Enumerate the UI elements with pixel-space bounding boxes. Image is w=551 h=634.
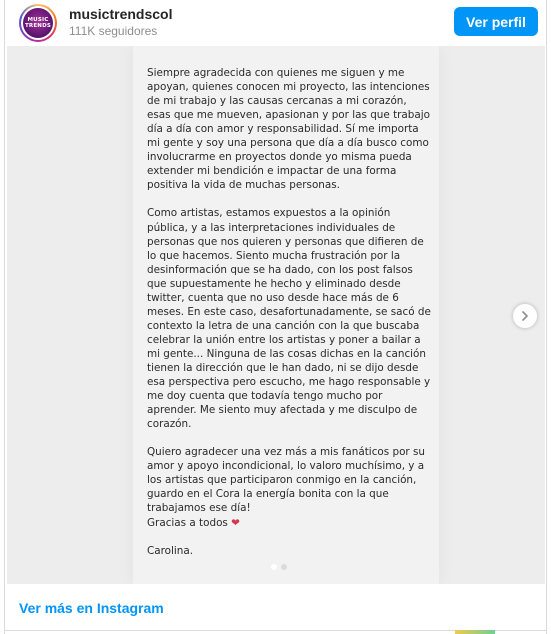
decorative-strip: [455, 630, 495, 634]
post-image[interactable]: [7, 46, 545, 584]
post-header: [5, 0, 546, 46]
post-footer: [5, 584, 546, 634]
statement-note: [133, 46, 439, 584]
avatar[interactable]: [19, 4, 57, 42]
carousel-indicator: [271, 564, 287, 570]
avatar-logo-text: MUSIC TRENDS: [24, 17, 52, 29]
follower-count: 111K seguidores: [69, 24, 158, 38]
avatar-logo: [23, 8, 53, 38]
carousel-dot: [281, 564, 287, 570]
statement-paragraph-3: Quiero agradecer una vez más a mis fanáticos por su amor y apoyo incondicional, lo valoro muchísimo, y a los artistas que participaron conmigo en la canción, guardo en el Cora la energía bonita con la que trabajamos ese día!: [147, 446, 426, 515]
carousel-dot-active: [271, 564, 277, 570]
statement-paragraph-1: Siempre agradecida con quienes me siguen y me apoyan, quienes conocen mi proyecto, las intenciones de mi trabajo y las causas cercanas a mi corazón, esas que me mueven, apasionan y por las que trabajo día a día con amor y responsabilidad. Sí me importa mi gente y soy una persona que día a día busco como involucrarme en proyectos donde yo misma pueda extender mi bendición e impactar de una forma positiva la vida de muchas personas.: [147, 67, 430, 192]
view-profile-button[interactable]: Ver perfil: [454, 7, 538, 36]
statement-signature: Carolina.: [147, 544, 194, 557]
chevron-right-icon: [520, 311, 530, 321]
view-more-on-instagram-link[interactable]: Ver más en Instagram: [19, 600, 164, 616]
instagram-embed-card: [4, 0, 547, 634]
carousel-next-button[interactable]: [513, 304, 537, 328]
statement-paragraph-2: Como artistas, estamos expuestos a la opinión pública, y a las interpretaciones individuales de personas que nos quieren y personas que difieren de lo que hacemos. Siento mucha frustración por la desinformación que se ha dado, con los post falsos que supuestamente he hecho y eliminado desde twitter, cuenta que no uso desde hace más de 6 meses. En este caso, desafortunadamente, se sacó de contexto la letra de una canción con la que buscaba celebrar la unión entre los artistas y poner a bailar a mi gente... Ninguna de las cosas dichas en la canción tienen la dirección que le han dado, ni se dijo desde esa perspectiva pero escucho, me hago responsable y me doy cuenta que todavía tengo mucho por aprender. Me siento muy afectada y me disculpo de corazón.: [147, 207, 431, 431]
heart-icon: ❤: [231, 516, 240, 529]
username[interactable]: musictrendscol: [69, 6, 173, 22]
statement-thanks: Gracias a todos: [147, 516, 228, 529]
statement-text: [147, 66, 431, 558]
